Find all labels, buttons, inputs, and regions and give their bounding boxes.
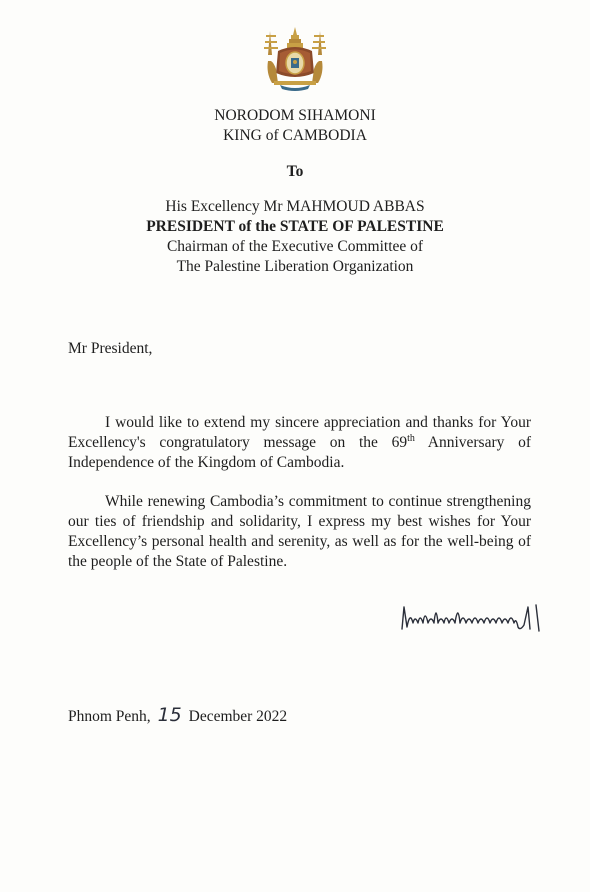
addressee-block [0,197,590,277]
addressee-line-4: The Palestine Liberation Organization [176,258,414,275]
closing-day: 15 [157,704,182,726]
addressee-line-1: His Excellency Mr MAHMOUD ABBAS [165,198,425,215]
body-paragraph-2: While renewing Cambodia’s commitment to continue strengthening our ties of friendship and solidarity, I express my best wishes for Your Excellency’s personal health and serenity, as well as for the well-being of the people of the State of Palestine. [68,493,531,570]
sender-name: NORODOM SIHAMONI [214,107,376,124]
paragraph-1-text-a: I would like to extend my sincere appreciation and thanks for Your Excellency's congratulatory message on the 69 [68,414,531,451]
addressee-line-3: Chairman of the Executive Committee of [166,238,424,255]
closing-place: Phnom Penh, [68,708,151,725]
addressee-line-2: PRESIDENT of the STATE OF PALESTINE [146,218,444,235]
ordinal-suffix: th [407,432,415,444]
sender-title: KING of CAMBODIA [223,127,367,144]
sender-block [0,106,590,146]
royal-arms-emblem-icon [262,25,328,93]
salutation: Mr President, [68,340,153,357]
to-label: To [286,163,304,180]
paragraph-1-text-b: Anniversary of Independence of the Kingdom of Cambodia. [68,434,531,471]
body-paragraph-1 [68,413,531,473]
closing-line [68,704,287,726]
signature-icon [398,601,550,635]
closing-month-year: December 2022 [188,708,288,725]
